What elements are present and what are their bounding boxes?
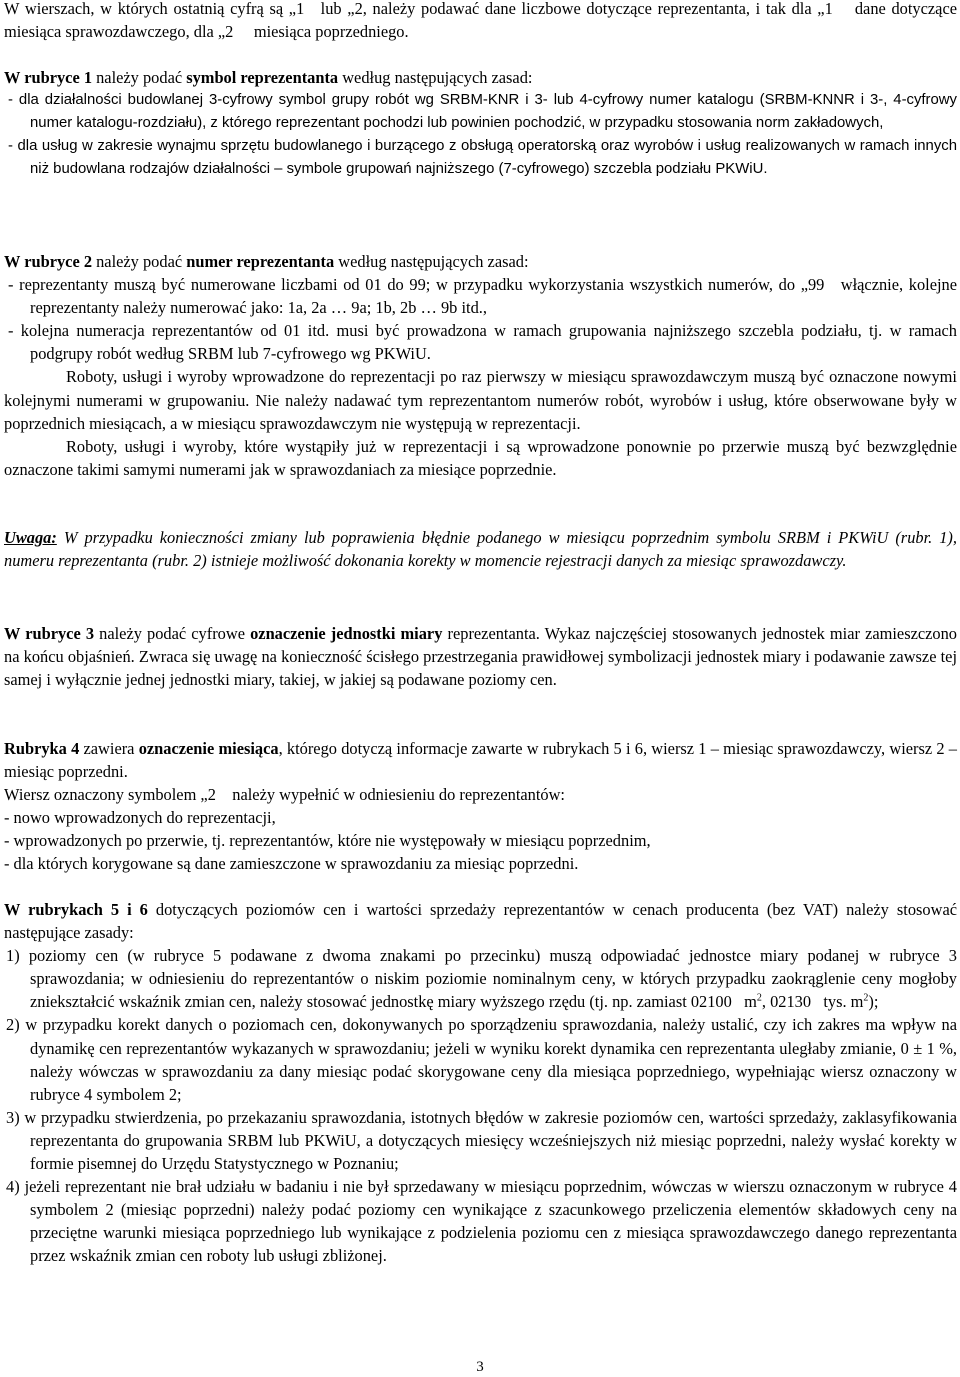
list-item: - kolejna numeracja reprezentantów od 01 itd. musi być prowadzona w ramach grupowania najniższego szczebla podziału, tj. w ramach podgrupy robót według SRBM lub 7-cyfrowego wg PKWiU. xyxy=(8,321,957,364)
r3-text-a: należy podać cyfrowe xyxy=(94,624,251,643)
section-rubryka-1 xyxy=(4,66,957,181)
section-rubryka-4 xyxy=(4,737,957,876)
r2-paragraph-1: Roboty, usługi i wyroby wprowadzone do reprezentacji po raz pierwszy w miesiącu sprawozdawczym muszą być oznaczone nowymi kolejnymi numerami w grupowaniu. Nie należy nadawać tym reprezentantom numerów robót, wyrobów i usług, które obserwowane były w poprzednich miesiącach, a w miesiącu sprawozdawczym nie występują w reprezentacji. xyxy=(4,367,957,433)
r2-text-b: według następujących zasad: xyxy=(334,252,529,271)
r1-text-a: należy podać xyxy=(92,68,187,87)
heading-rubryka-3: W rubryce 3 xyxy=(4,624,95,643)
heading-rubryka-2: W rubryce 2 xyxy=(4,252,93,271)
r4-text-b: , którego dotyczą informacje zawarte w rubrykach 5 i 6, wiersz 1 – miesiąc sprawozdawczy, wiersz 2 – miesiąc poprzedni. xyxy=(4,739,957,782)
uwaga-label: Uwaga: xyxy=(4,528,57,547)
r2-paragraph-2: Roboty, usługi i wyroby, które wystąpiły już w reprezentacji i są wprowadzone ponownie po przerwie muszą być bezwzględnie oznaczone takimi samymi numerami jak w sprawozdaniach za miesiące poprzednie. xyxy=(4,436,957,479)
item1-text-a: 1) poziomy cen (w rubryce 5 podawane z dwoma znakami po przecinku) muszą odpowiadać jednostce miary podanej w rubryce 3 sprawozdania; w odniesieniu do reprezentantów o niskim poziomie nominalnym ceny, w których przypadku zaokrąglenie ceny mogłoby zniekształcić wskaźnik zmian cen, należy stosować jednostkę miary wyższego rzędu (tj. np. zamiast 02100 m xyxy=(6,946,957,1012)
r4-text-a: zawiera xyxy=(79,739,139,758)
item1-text-c: ); xyxy=(868,992,879,1012)
intro-paragraph xyxy=(4,0,957,43)
section-rubryka-2 xyxy=(4,250,957,481)
page-number: 3 xyxy=(476,1359,484,1375)
heading-rubryki-5-6: W rubrykach 5 i 6 xyxy=(4,900,148,919)
heading-rubryka-1: W rubryce 1 xyxy=(4,68,93,87)
r1-term: symbol reprezentanta xyxy=(186,68,339,87)
list-item: - reprezentanty muszą być numerowane liczbami od 01 do 99; w przypadku wykorzystania wszystkich numerów, do „99 włącznie, kolejne reprezentanty należy numerować jako: 1a, 2a … 9a; 1b, 2b … 9b itd., xyxy=(8,275,957,318)
item1-text-b: , 02130 tys. m xyxy=(761,992,864,1012)
superscript: 2 xyxy=(863,992,869,1004)
section-rubryka-3 xyxy=(4,622,957,691)
list-item: - nowo wprowadzonych do reprezentacji, xyxy=(4,808,276,828)
numbered-item: 4) jeżeli reprezentant nie brał udziału w badaniu i nie był sprzedawany w miesiącu poprzednim, wówczas w wierszu oznaczonym w rubryce 4 symbolem 2 (miesiąc poprzedni) należy podać poziomy cen wynikające z szacunkowego przeliczenia elementów składowych ceny na przeciętne warunki miesiąca poprzedniego lub wynikające z podzielenia poziomu cen z miesiąca sprawozdawczego danego reprezentanta przez wskaźnik zmian cen roboty lub usługi zbliżonej. xyxy=(6,1177,957,1266)
uwaga-text: W przypadku konieczności zmiany lub poprawienia błędnie podanego w miesiącu poprzednim symbolu SRBM i PKWiU (rubr. 1), numeru reprezentanta (rubr. 2) istnieje możliwość dokonania korekty w momencie rejestracji danych za miesiąc sprawozdawczy. xyxy=(4,528,957,571)
heading-rubryka-4: Rubryka 4 xyxy=(4,739,80,758)
r1-text-b: według następujących zasad: xyxy=(338,68,533,87)
r3-term: oznaczenie jednostki miary xyxy=(250,624,443,643)
r2-text-a: należy podać xyxy=(92,252,187,271)
r3-text-b: reprezentanta. Wykaz najczęściej stosowanych jednostek miar zamieszczono na końcu objaśnień. Zwraca się uwagę na konieczność ścisłego przestrzegania prawidłowej symbolizacji jednostek miary i podawanie zawsze tej samej i wyłącznie jednej jednostki miary, takiej, w jakiej są podawane poziomy cen. xyxy=(4,624,957,690)
list-item: - dla działalności budowlanej 3-cyfrowy symbol grupy robót wg SRBM-KNR i 3- lub 4-cyfrowy numer katalogu (SRBM-KNNR i 3-, 4-cyfrowy numer katalogu-rozdziału), z którego reprezentant pochodzi lub powinien pochodzić, w przypadku stosowania norm zakładowych, xyxy=(8,92,957,132)
r4-line: Wiersz oznaczony symbolem „2 należy wypełnić w odniesieniu do reprezentantów: xyxy=(4,785,565,805)
intro-text: W wierszach, w których ostatnią cyfrą są „1 lub „2, należy podawać dane liczbowe dotyczące reprezentanta, i tak dla „1 dane dotyczące miesiąca sprawozdawczego, dla „2 miesiąca poprzedniego. xyxy=(4,0,957,42)
r4-term: oznaczenie miesiąca xyxy=(138,739,279,758)
list-item: - dla usług w zakresie wynajmu sprzętu budowlanego i burzącego z obsługą operatorską oraz wyrobów i usług realizowanych w ramach innych niż budowlana rodzajów działalności – symbole grupowań najniższego (7-cyfrowego) szczebla podziału PKWiU. xyxy=(8,138,957,178)
r56-text: dotyczących poziomów cen i wartości sprzedaży reprezentantów w cenach producenta (bez VAT) należy stosować następujące zasady: xyxy=(4,900,957,943)
r2-term: numer reprezentanta xyxy=(186,252,335,271)
uwaga-note xyxy=(4,526,957,572)
section-rubryki-5-6 xyxy=(4,898,957,1268)
numbered-item: 2) w przypadku korekt danych o poziomach cen, dokonywanych po sporządzeniu sprawozdania, należy ustalić, czy ich zakres ma wpływ na dynamikę cen reprezentantów wykazanych w sprawozdaniu; jeżeli w wyniku korekt dynamika cen reprezentanta uległaby zmianie, 0 ± 1 %, należy wówczas w sprawozdaniu za dany miesiąc podać skorygowane ceny dla miesiąca poprzedniego, wypełniając wiersz oznaczony w rubryce 4 symbolem 2; xyxy=(6,1015,957,1104)
list-item: - dla których korygowane są dane zamieszczone w sprawozdaniu za miesiąc poprzedni. xyxy=(4,854,579,874)
numbered-item xyxy=(4,944,957,1013)
numbered-item: 3) w przypadku stwierdzenia, po przekazaniu sprawozdania, istotnych błędów w zakresie poziomów cen, wartości sprzedaży, zaklasyfikowania reprezentanta do grupowania SRBM lub PKWiU, a dotyczących miesięcy wcześniejszych niż miesiąc poprzedni, należy wysłać korekty w formie pisemnej do Urzędu Statystycznego w Poznaniu; xyxy=(6,1107,957,1174)
list-item: - wprowadzonych po przerwie, tj. reprezentantów, które nie występowały w miesiącu poprzednim, xyxy=(4,831,651,851)
superscript: 2 xyxy=(756,992,762,1004)
